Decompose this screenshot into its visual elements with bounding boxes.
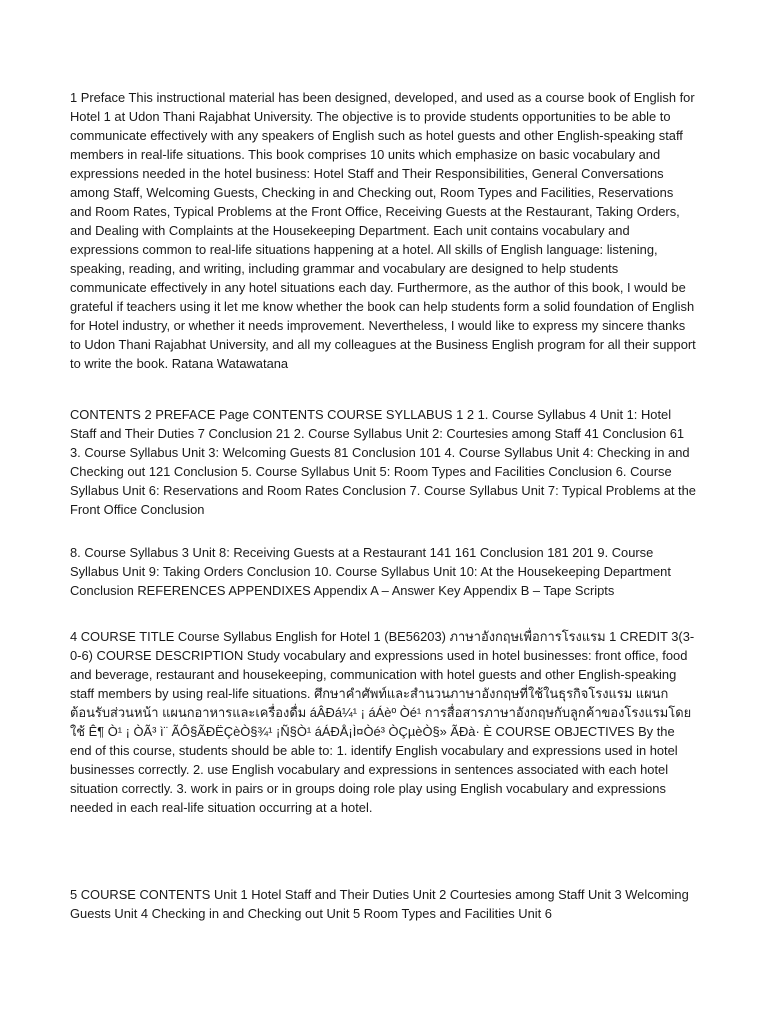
contents-paragraph: CONTENTS 2 PREFACE Page CONTENTS COURSE SYLLABUS 1 2 1. Course Syllabus 4 Unit 1: Hotel Staff and Their Duties 7 Conclusion 21 2. Course Syllabus Unit 2: Courtesies among Staff 41 Conclusion 61 3. Course Syllabus Unit 3: Welcoming Guests 81 Conclusion 101 4. Course Syllabus Unit 4: Checking in and Checking out 121 Conclusion 5. Course Syllabus Unit 5: Room Types and Facilities Conclusion 6. Course Syllabus Unit 6: Reservations and Room Rates Conclusion 7. Course Syllabus Unit 7: Typical Problems at the Front Office Conclusion	[70, 407, 696, 517]
course-syllabus-paragraph: 4 COURSE TITLE Course Syllabus English for Hotel 1 (BE56203) ภาษาอังกฤษเพื่อการโรงแรม 1 CREDIT 3(3-0-6) COURSE DESCRIPTION Study vocabulary and expressions used in hotel businesses: front office, food and beverage, restaurant and housekeeping, communication with hotel guests and other English-speaking staff members by using real-life situations. ศึกษาคำศัพท์และสำนวนภาษาอังกฤษที่ใช้ในธุรกิจโรงแรม แผนกต้อนรับส่วนหน้า แผนกอาหารและเครื่องดื่ม áÂÐá¼¹ ¡ áÁèº Òé¹ การสื่อสารภาษาอังกฤษกับลูกค้าของโรงแรมโดยใช้ Ê¶ Ò¹ ¡ ÒÃ³ ì¨ ÃÔ§ÃÐËÇèÒ§¾¹ ¡Ñ§Ò¹ áÁÐÅ¡Ì¤Òé³ ÒÇµèÒ§» ÃÐà· È COURSE OBJECTIVES By the end of this course, students should be able to: 1. identify English vocabulary and expressions used in hotel businesses correctly. 2. use English vocabulary and expressions in sentences associated with each hotel situation correctly. 3. work in pairs or in groups doing role play using English vocabulary and expressions needed in each real-life situation occurring at a hotel.	[70, 629, 695, 815]
course-contents-paragraph: 5 COURSE CONTENTS Unit 1 Hotel Staff and Their Duties Unit 2 Courtesies among Staff Unit 3 Welcoming Guests Unit 4 Checking in and Checking out Unit 5 Room Types and Facilities Unit 6	[70, 887, 689, 921]
contents-continued-paragraph: 8. Course Syllabus 3 Unit 8: Receiving Guests at a Restaurant 141 161 Conclusion 181 201 9. Course Syllabus Unit 9: Taking Orders Conclusion 10. Course Syllabus Unit 10: At the Housekeeping Department Conclusion REFERENCES APPENDIXES Appendix A – Answer Key Appendix B – Tape Scripts	[70, 545, 671, 598]
preface-paragraph: 1 Preface This instructional material has been designed, developed, and used as a course book of English for Hotel 1 at Udon Thani Rajabhat University. The objective is to provide students opportunities to be able to communicate effectively with any speakers of English such as hotel guests and other English-speaking staff members in real-life situations. This book comprises 10 units which emphasize on basic vocabulary and expressions needed in the hotel business: Hotel Staff and Their Responsibilities, General Conversations among Staff, Welcoming Guests, Checking in and Checking out, Room Types and Facilities, Reservations and Room Rates, Typical Problems at the Front Office, Receiving Guests at the Restaurant, Taking Orders, and Dealing with Complaints at the Housekeeping Department. Each unit contains vocabulary and expressions common to real-life situations happening at a hotel. All skills of English language: listening, speaking, reading, and writing, including grammar and vocabulary are designed to help students communicate effectively in any hotel situations each day. Furthermore, as the author of this book, I would be grateful if teachers using it let me know whether the book can help students form a solid foundation of English for Hotel industry, or whether it needs improvement. Nevertheless, I would like to express my sincere thanks to Udon Thani Rajabhat University, and all my colleagues at the Business English program for all their support to write the book. Ratana Watawatana	[70, 90, 696, 371]
